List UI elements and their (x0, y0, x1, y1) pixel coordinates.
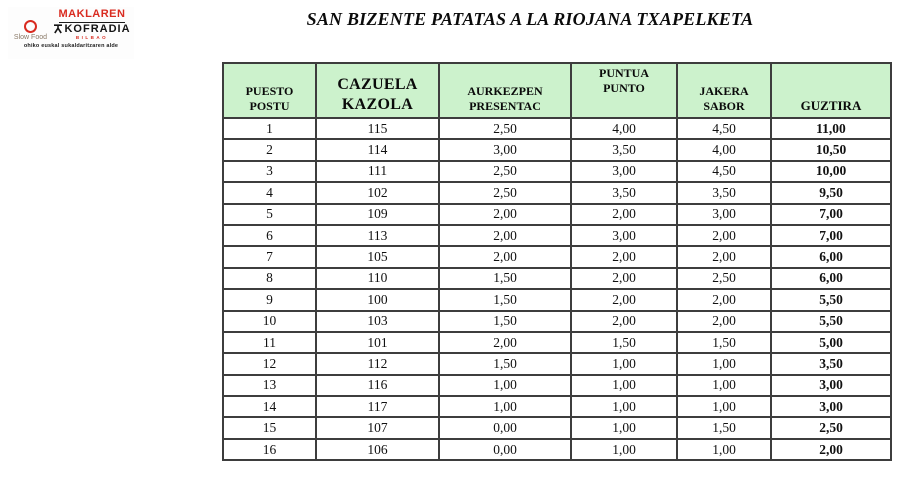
table-cell: 3,00 (771, 396, 891, 417)
table-cell: 3 (223, 161, 316, 182)
table-cell: 1,50 (439, 353, 571, 374)
col-header-cazuela-kazola: CAZUELA KAZOLA (316, 63, 439, 118)
slow-food-maklaren-kofradia-logo (8, 7, 134, 59)
table-cell: 10 (223, 311, 316, 332)
table-cell: 1,00 (677, 353, 771, 374)
table-cell: 2,50 (771, 417, 891, 438)
table-cell: 1,00 (439, 375, 571, 396)
table-cell: 12 (223, 353, 316, 374)
table-cell: 5,50 (771, 289, 891, 310)
table-cell: 8 (223, 268, 316, 289)
snail-icon (24, 20, 37, 33)
table-cell: 117 (316, 396, 439, 417)
table-cell: 5,50 (771, 311, 891, 332)
table-cell: 3,50 (677, 182, 771, 203)
table-cell: 2,00 (571, 246, 677, 267)
table-cell: 9,50 (771, 182, 891, 203)
table-cell: 2,00 (677, 246, 771, 267)
table-cell: 112 (316, 353, 439, 374)
table-row (223, 139, 891, 160)
table-cell: 106 (316, 439, 439, 460)
logo-kofradia-text (53, 23, 130, 35)
table-cell: 113 (316, 225, 439, 246)
table-cell: 2,00 (439, 225, 571, 246)
table-cell: 4 (223, 182, 316, 203)
table-cell: 0,00 (439, 439, 571, 460)
table-row (223, 353, 891, 374)
table-cell: 11 (223, 332, 316, 353)
col-header-guztira: GUZTIRA (771, 63, 891, 118)
table-cell: 3,50 (571, 139, 677, 160)
col-header-puntua-punto: PUNTUA PUNTO (571, 63, 677, 118)
table-cell: 4,50 (677, 161, 771, 182)
table-cell: 6,00 (771, 268, 891, 289)
table-cell: 15 (223, 417, 316, 438)
page-title: SAN BIZENTE PATATAS A LA RIOJANA TXAPELKETA (306, 9, 754, 29)
table-row (223, 268, 891, 289)
table-cell: 9 (223, 289, 316, 310)
table-body (223, 118, 891, 460)
table-cell: 109 (316, 204, 439, 225)
logo-kofradia-label: KOFRADIA (64, 22, 131, 35)
table-cell: 16 (223, 439, 316, 460)
table-cell: 116 (316, 375, 439, 396)
table-cell: 0,00 (439, 417, 571, 438)
table-row (223, 311, 891, 332)
table-cell: 1,00 (677, 439, 771, 460)
table-cell: 105 (316, 246, 439, 267)
table-cell: 110 (316, 268, 439, 289)
results-table (222, 62, 892, 461)
table-cell: 1,00 (677, 375, 771, 396)
table-cell: 2,00 (677, 311, 771, 332)
table-cell: 1,50 (677, 417, 771, 438)
table-cell: 101 (316, 332, 439, 353)
table-cell: 2,00 (571, 311, 677, 332)
table-cell: 7,00 (771, 225, 891, 246)
table-cell: 2,00 (677, 289, 771, 310)
table-cell: 2,50 (439, 161, 571, 182)
table-cell: 2,00 (677, 225, 771, 246)
table-cell: 14 (223, 396, 316, 417)
table-cell: 2,50 (677, 268, 771, 289)
table-cell: 102 (316, 182, 439, 203)
table-cell: 6,00 (771, 246, 891, 267)
table-row (223, 161, 891, 182)
col-header-aurkezpen-presentac: AURKEZPEN PRESENTAC (439, 63, 571, 118)
table-row (223, 225, 891, 246)
table-cell: 3,00 (771, 375, 891, 396)
table-cell: 4,00 (571, 118, 677, 139)
slow-food-label: Slow Food (13, 33, 47, 41)
table-cell: 103 (316, 311, 439, 332)
table-cell: 2,00 (439, 204, 571, 225)
table-cell: 1,50 (439, 311, 571, 332)
table-cell: 3,00 (571, 225, 677, 246)
table-cell: 3,00 (677, 204, 771, 225)
table-cell: 1 (223, 118, 316, 139)
table-cell: 2,00 (571, 204, 677, 225)
dancer-icon (53, 24, 63, 34)
table-cell: 2 (223, 139, 316, 160)
table-row (223, 396, 891, 417)
logo-tagline: ohiko euskal sukaldaritzaren alde (23, 42, 119, 49)
table-cell: 6 (223, 225, 316, 246)
table-row (223, 182, 891, 203)
table-cell: 1,50 (439, 289, 571, 310)
table-cell: 2,00 (771, 439, 891, 460)
table-cell: 10,50 (771, 139, 891, 160)
table-cell: 1,00 (439, 396, 571, 417)
table-row (223, 204, 891, 225)
table-cell: 2,00 (439, 332, 571, 353)
table-row (223, 375, 891, 396)
table-cell: 1,00 (571, 375, 677, 396)
table-cell: 107 (316, 417, 439, 438)
table-cell: 1,00 (571, 396, 677, 417)
table-cell: 100 (316, 289, 439, 310)
table-cell: 3,50 (571, 182, 677, 203)
table-cell: 2,50 (439, 118, 571, 139)
logo-bilbao-text: BILBAO (75, 34, 109, 40)
table-cell: 2,00 (571, 289, 677, 310)
table-cell: 7 (223, 246, 316, 267)
table-cell: 5 (223, 204, 316, 225)
table-cell: 2,00 (571, 268, 677, 289)
table-cell: 4,50 (677, 118, 771, 139)
table-cell: 7,00 (771, 204, 891, 225)
table-cell: 11,00 (771, 118, 891, 139)
table-cell: 1,00 (677, 396, 771, 417)
table-cell: 3,00 (571, 161, 677, 182)
col-header-jakera-sabor: JAKERA SABOR (677, 63, 771, 118)
table-cell: 2,50 (439, 182, 571, 203)
logo-maklaren-text: MAKLAREN (59, 9, 126, 23)
table-cell: 5,00 (771, 332, 891, 353)
table-cell: 1,50 (439, 268, 571, 289)
table-cell: 1,50 (677, 332, 771, 353)
table-cell: 4,00 (677, 139, 771, 160)
table-cell: 1,00 (571, 353, 677, 374)
table-cell: 13 (223, 375, 316, 396)
table-row (223, 118, 891, 139)
table-row (223, 246, 891, 267)
header-row (223, 63, 891, 118)
table-cell: 2,00 (439, 246, 571, 267)
table-cell: 115 (316, 118, 439, 139)
table-cell: 10,00 (771, 161, 891, 182)
table-row (223, 417, 891, 438)
table-cell: 111 (316, 161, 439, 182)
table-row (223, 289, 891, 310)
table-row (223, 439, 891, 460)
table-cell: 1,00 (571, 417, 677, 438)
table-row (223, 332, 891, 353)
col-header-puesto-postu: PUESTO POSTU (223, 63, 316, 118)
table-cell: 3,00 (439, 139, 571, 160)
table-cell: 1,50 (571, 332, 677, 353)
table-cell: 114 (316, 139, 439, 160)
table-cell: 3,50 (771, 353, 891, 374)
table-cell: 1,00 (571, 439, 677, 460)
